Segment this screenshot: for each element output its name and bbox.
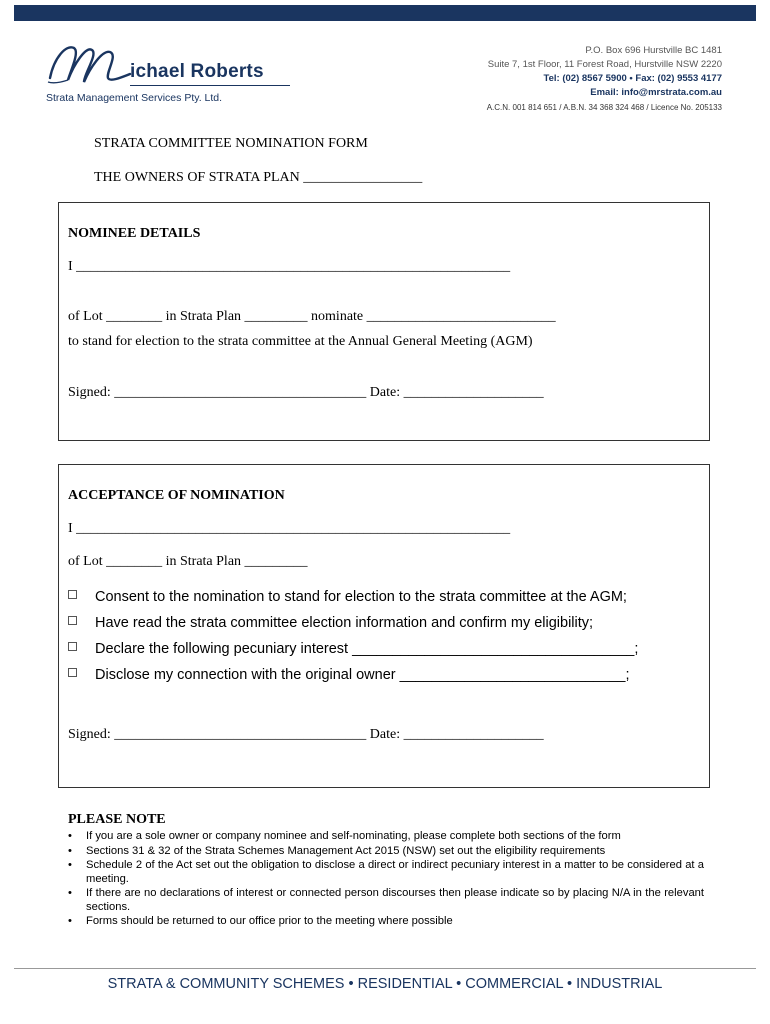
note-item: • Sections 31 & 32 of the Strata Schemes Management Act 2015 (NSW) set out the eligibility requirements bbox=[68, 844, 606, 857]
company-logo bbox=[44, 38, 264, 108]
acn-abn-licence: A.C.N. 001 814 651 / A.B.N. 34 368 324 468 / Licence No. 205133 bbox=[486, 103, 722, 112]
bullet: • bbox=[68, 915, 72, 927]
po-box: P.O. Box 696 Hurstville BC 1481 bbox=[585, 45, 722, 56]
bullet: • bbox=[68, 887, 72, 899]
nominee-lot-field[interactable]: of Lot ________ in Strata Plan _________ nominate ___________________________ bbox=[68, 309, 556, 324]
note-item: • If there are no declarations of interest or connected person discourses then please indicate so by placing N/A in the relevant sections. bbox=[68, 887, 704, 913]
acceptance-name-field[interactable]: I ______________________________________________________________ bbox=[68, 521, 511, 536]
phone-fax: Tel: (02) 8567 5900 • Fax: (02) 9553 4177 bbox=[543, 73, 722, 84]
nominee-details-section bbox=[58, 202, 710, 441]
strata-plan-field[interactable]: THE OWNERS OF STRATA PLAN _________________ bbox=[94, 170, 423, 185]
acceptance-lot-field[interactable]: of Lot ________ in Strata Plan _________ bbox=[68, 554, 308, 569]
acceptance-heading: ACCEPTANCE OF NOMINATION bbox=[68, 488, 285, 503]
bullet: • bbox=[68, 830, 72, 842]
email: Email: info@mrstrata.com.au bbox=[590, 87, 722, 98]
checkbox[interactable] bbox=[68, 642, 77, 651]
checklist-item-connection[interactable] bbox=[68, 667, 629, 683]
acceptance-signature-field[interactable]: Signed: ____________________________________ Date: ____________________ bbox=[68, 727, 544, 742]
logo-name: ichael Roberts bbox=[130, 61, 264, 82]
please-note-heading: PLEASE NOTE bbox=[68, 812, 166, 827]
footer-divider bbox=[14, 968, 756, 969]
checkbox[interactable] bbox=[68, 616, 77, 625]
checklist-item-label: Have read the strata committee election information and confirm my eligibility; bbox=[95, 615, 594, 631]
checklist-item-label: Disclose my connection with the original owner ____________________________; bbox=[95, 667, 630, 683]
notes-list bbox=[68, 830, 704, 930]
checkbox[interactable] bbox=[68, 590, 77, 599]
street-address: Suite 7, 1st Floor, 11 Forest Road, Hurstville NSW 2220 bbox=[487, 59, 722, 70]
nominee-heading: NOMINEE DETAILS bbox=[68, 226, 201, 241]
note-item: • If you are a sole owner or company nominee and self-nominating, please complete both sections of the form bbox=[68, 830, 621, 842]
contact-block bbox=[487, 44, 722, 115]
bullet: • bbox=[68, 859, 72, 871]
form-title: STRATA COMMITTEE NOMINATION FORM bbox=[94, 136, 368, 151]
nominee-stand-text: to stand for election to the strata committee at the Annual General Meeting (AGM) bbox=[68, 334, 533, 349]
acceptance-section bbox=[58, 464, 710, 788]
checkbox[interactable] bbox=[68, 668, 77, 677]
logo-underline bbox=[130, 85, 290, 86]
logo-m-monogram-icon bbox=[44, 38, 144, 98]
logo-subtitle: Strata Management Services Pty. Ltd. bbox=[46, 92, 223, 104]
checklist-item-label: Declare the following pecuniary interest ___________________________________; bbox=[95, 641, 639, 657]
nominee-signature-field[interactable]: Signed: ____________________________________ Date: ____________________ bbox=[68, 385, 544, 400]
checklist-item-eligibility[interactable] bbox=[68, 615, 593, 631]
checklist-item-consent[interactable] bbox=[68, 589, 627, 605]
checklist-item-label: Consent to the nomination to stand for election to the strata committee at the AGM; bbox=[95, 589, 627, 605]
footer-services: STRATA & COMMUNITY SCHEMES • RESIDENTIAL • COMMERCIAL • INDUSTRIAL bbox=[107, 976, 663, 992]
header-bar bbox=[14, 5, 756, 21]
note-item: • Forms should be returned to our office prior to the meeting where possible bbox=[68, 915, 453, 927]
nominee-name-field[interactable]: I ______________________________________________________________ bbox=[68, 259, 511, 274]
bullet: • bbox=[68, 844, 72, 857]
note-item: • Schedule 2 of the Act set out the obligation to disclose a direct or indirect pecuniary interest in a matter to be considered at a meeting. bbox=[68, 859, 704, 885]
checklist-item-pecuniary-interest[interactable] bbox=[68, 641, 638, 657]
